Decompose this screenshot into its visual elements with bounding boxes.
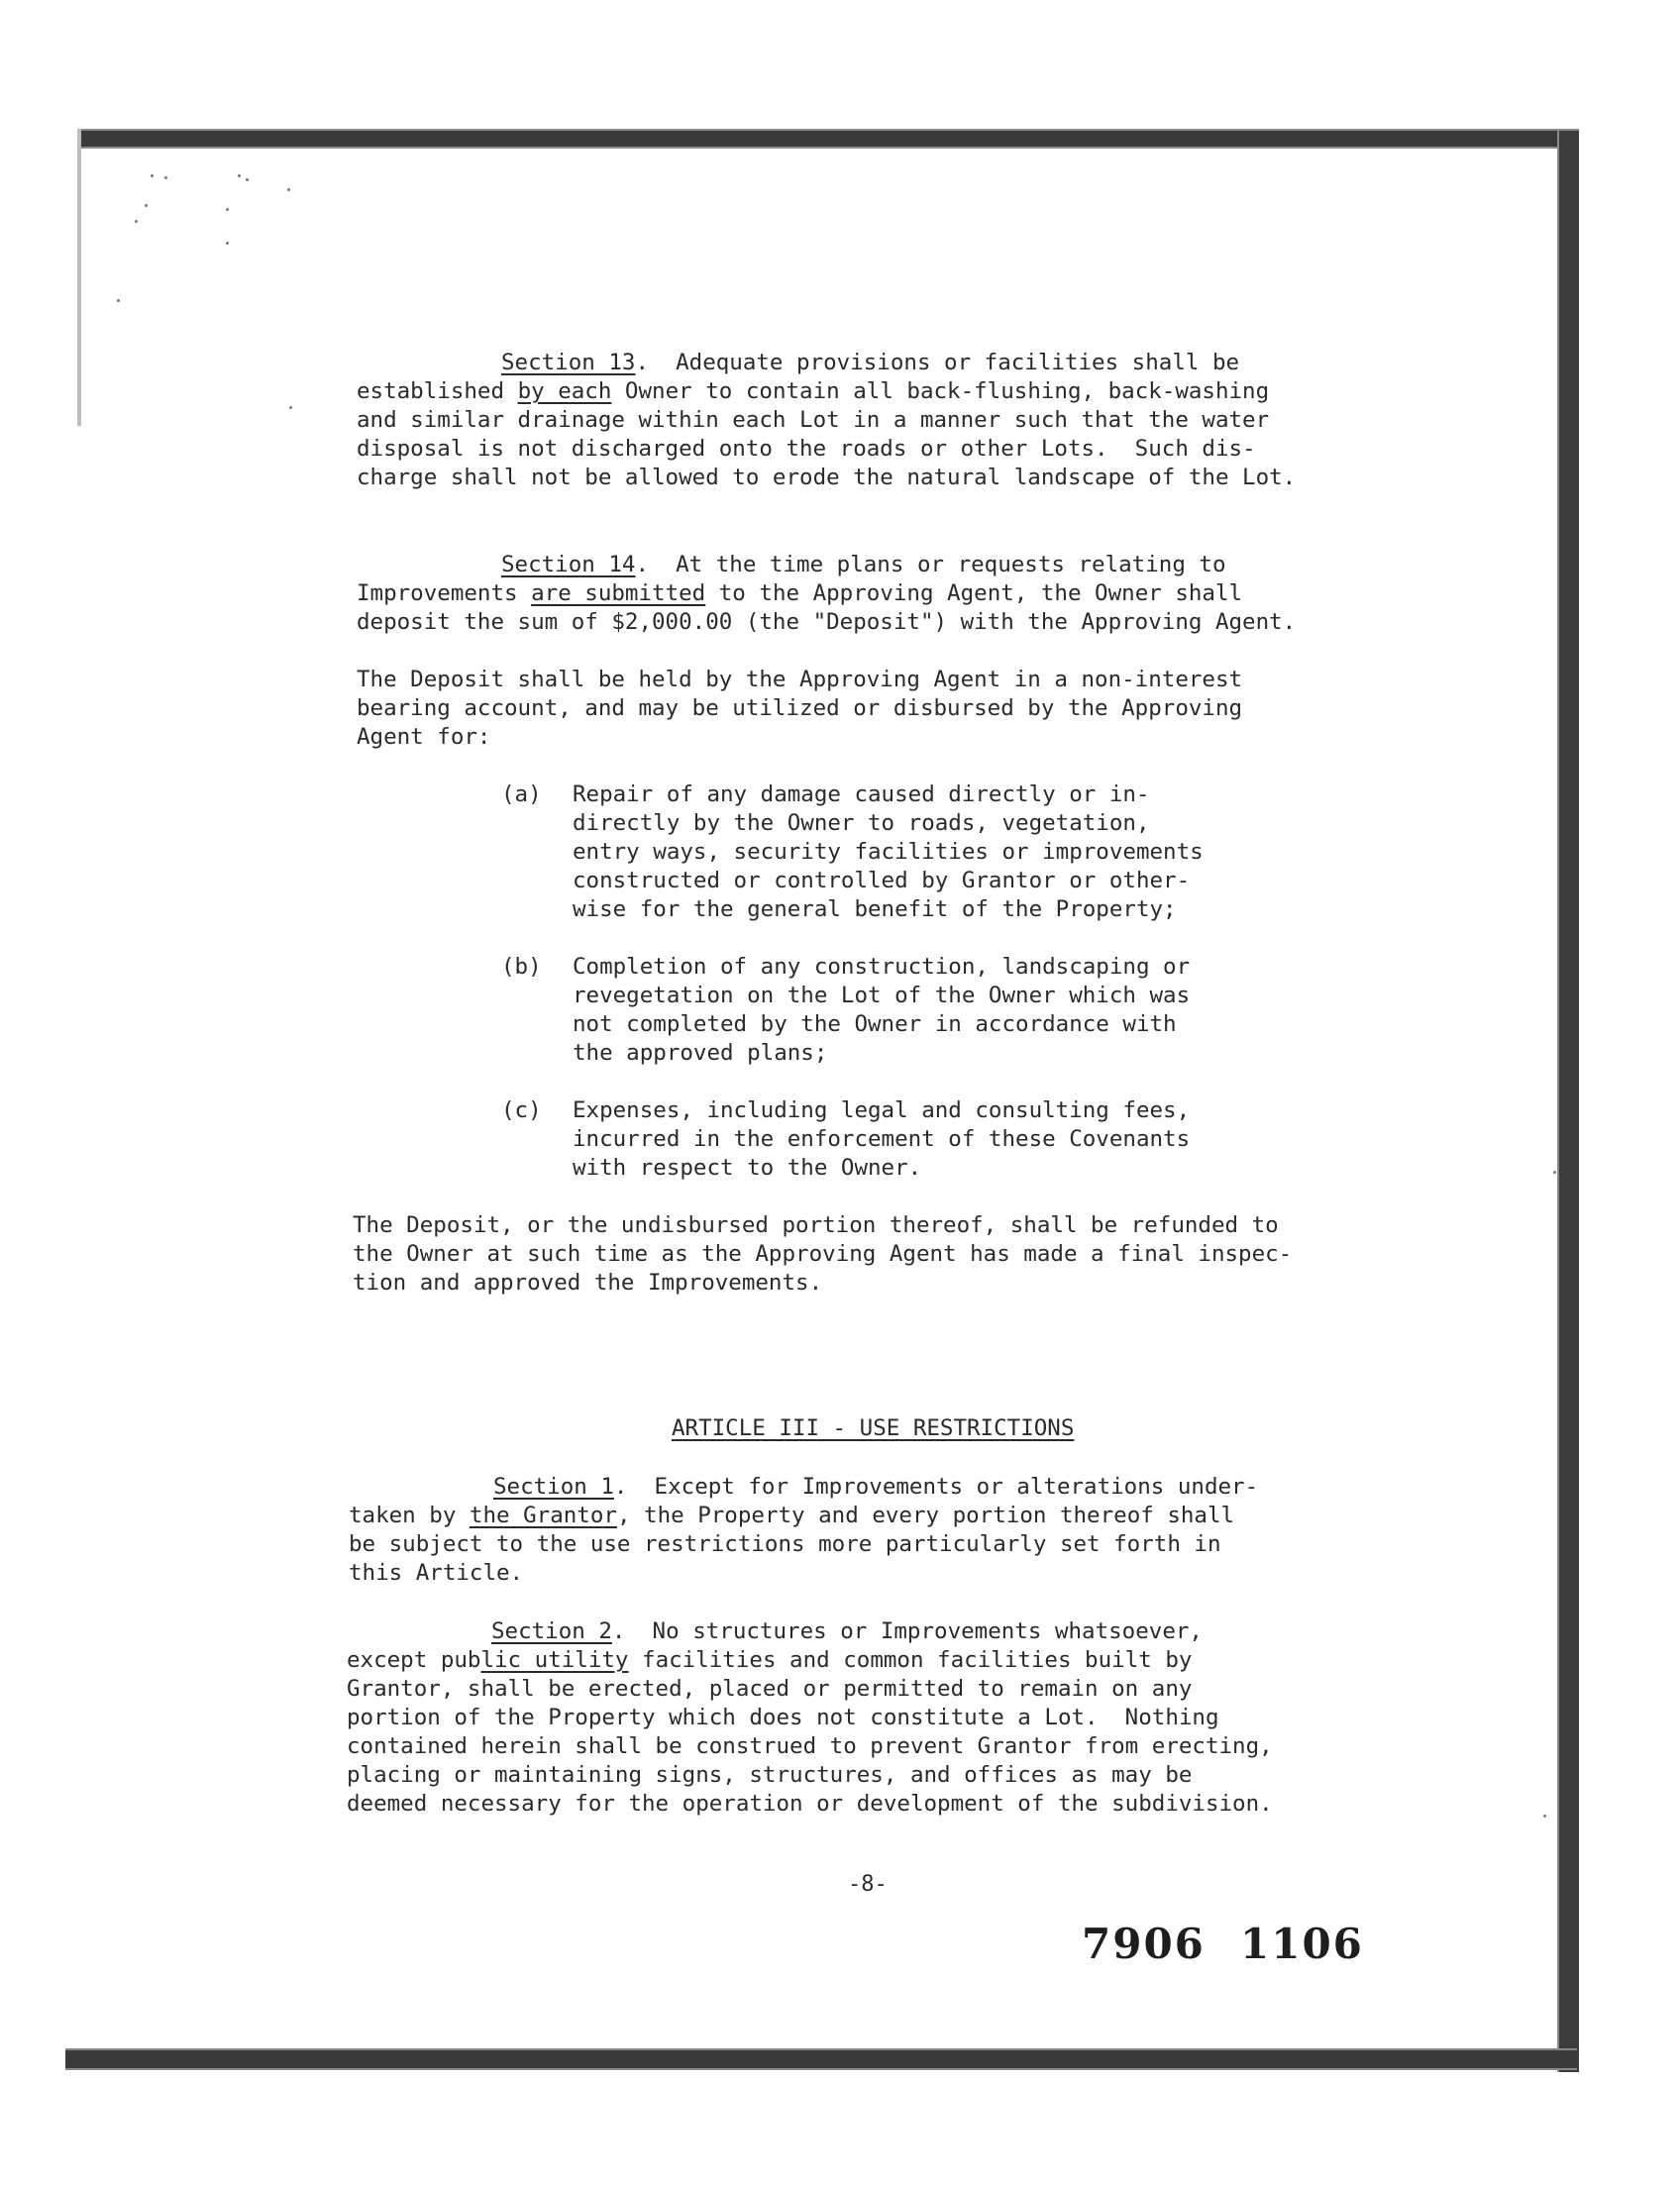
text-line: Grantor, shall be erected, placed or permitted to remain on any <box>347 1676 1193 1702</box>
text-line: charge shall not be allowed to erode the natural landscape of the Lot. <box>357 465 1297 490</box>
article-heading: ARTICLE III - USE RESTRICTIONS <box>672 1415 1075 1441</box>
text-line: constructed or controlled by Grantor or other- <box>573 868 1191 893</box>
scan-speck <box>226 208 229 211</box>
text-span: to the Approving Agent, the Owner shall <box>705 580 1243 606</box>
text-line: bearing account, and may be utilized or disbursed by the Approving <box>357 695 1243 721</box>
text-line: deposit the sum of $2,000.00 (the "Deposit") with the Approving Agent. <box>357 609 1297 635</box>
section-heading: Section 2 <box>491 1618 612 1644</box>
underlined-text: by each <box>517 378 612 404</box>
underlined-text: are submitted <box>531 580 706 606</box>
scan-speck <box>117 299 120 302</box>
scan-border-left <box>77 129 81 426</box>
scan-speck <box>1543 1815 1546 1818</box>
text-line: not completed by the Owner in accordance with <box>573 1011 1177 1037</box>
page-number: -8- <box>848 1872 888 1897</box>
text-span: . Adequate provisions or facilities shall be <box>635 350 1240 375</box>
text-line: incurred in the enforcement of these Covenants <box>573 1126 1191 1152</box>
text-line <box>501 349 1239 377</box>
text-span: , the Property and every portion thereof shall <box>616 1503 1235 1528</box>
scan-speck <box>145 204 148 207</box>
text-line: revegetation on the Lot of the Owner which was <box>573 983 1191 1008</box>
section-heading: Section 13 <box>501 350 636 375</box>
section-heading: Section 1 <box>493 1474 614 1500</box>
text-line: with respect to the Owner. <box>573 1155 922 1181</box>
list-label: (c) <box>501 1097 542 1123</box>
scan-speck <box>1553 1171 1556 1174</box>
text-line: tion and approved the Improvements. <box>353 1270 823 1296</box>
text-line: The Deposit shall be held by the Approving Agent in a non-interest <box>357 667 1243 692</box>
text-line <box>357 377 1269 406</box>
text-line: be subject to the use restrictions more particularly set forth in <box>349 1531 1221 1557</box>
scan-speck <box>289 406 292 409</box>
text-span: . Except for Improvements or alterations under- <box>613 1474 1259 1500</box>
text-span: established <box>357 378 518 404</box>
text-line: disposal is not discharged onto the roads or other Lots. Such dis- <box>357 436 1256 462</box>
recording-stamp-page: 1106 <box>1240 1920 1364 1968</box>
text-line <box>501 551 1226 579</box>
text-span: . At the time plans or requests relating to <box>635 552 1226 577</box>
text-span: Owner to contain all back-flushing, back-washing <box>611 378 1270 404</box>
text-line <box>347 1646 1192 1675</box>
text-line: this Article. <box>349 1560 524 1586</box>
underlined-text: lic utility <box>480 1647 629 1673</box>
scan-border-top <box>81 129 1579 149</box>
text-line: portion of the Property which does not constitute a Lot. Nothing <box>347 1705 1219 1730</box>
recording-stamp-book: 7906 <box>1082 1920 1206 1968</box>
scan-speck <box>238 174 241 177</box>
text-span: Improvements <box>357 580 532 606</box>
scan-speck <box>246 178 249 181</box>
text-line: placing or maintaining signs, structures, and offices as may be <box>347 1762 1193 1788</box>
scan-speck <box>151 174 154 177</box>
text-line: the Owner at such time as the Approving Agent has made a final inspec- <box>353 1241 1293 1267</box>
list-label: (a) <box>501 781 542 807</box>
scan-speck <box>164 176 167 179</box>
text-span: . No structures or Improvements whatsoever, <box>611 1618 1203 1644</box>
text-line: Repair of any damage caused directly or in- <box>573 781 1150 807</box>
scan-border-right <box>1557 131 1579 2072</box>
scan-speck <box>135 220 138 223</box>
text-line: Agent for: <box>357 724 491 750</box>
scan-border-bottom <box>65 2048 1577 2070</box>
text-line: the approved plans; <box>573 1040 828 1066</box>
text-line: Expenses, including legal and consulting fees, <box>573 1097 1191 1123</box>
text-span: facilities and common facilities built by <box>628 1647 1193 1673</box>
text-line: directly by the Owner to roads, vegetation, <box>573 810 1150 836</box>
list-label: (b) <box>501 954 542 980</box>
text-line: contained herein shall be construed to prevent Grantor from erecting, <box>347 1733 1273 1759</box>
scan-speck <box>287 188 290 191</box>
scan-speck <box>226 242 229 245</box>
text-line: wise for the general benefit of the Property; <box>573 896 1177 922</box>
underlined-text: the Grantor <box>469 1503 617 1528</box>
text-span: taken by <box>349 1503 470 1528</box>
text-line: and similar drainage within each Lot in a manner such that the water <box>357 407 1270 433</box>
text-line <box>349 1502 1234 1530</box>
text-line <box>357 579 1242 608</box>
section-heading: Section 14 <box>501 552 636 577</box>
text-span: except pub <box>347 1647 481 1673</box>
text-line: entry ways, security facilities or improvements <box>573 839 1204 865</box>
text-line <box>493 1473 1258 1502</box>
text-line <box>491 1617 1203 1646</box>
text-line: Completion of any construction, landscaping or <box>573 954 1191 980</box>
text-line: The Deposit, or the undisbursed portion thereof, shall be refunded to <box>353 1212 1279 1238</box>
text-line: deemed necessary for the operation or development of the subdivision. <box>347 1791 1273 1817</box>
